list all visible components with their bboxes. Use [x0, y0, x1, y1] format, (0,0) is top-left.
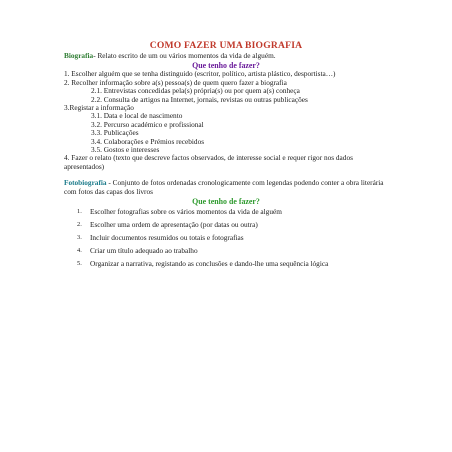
fotobiografia-term: Fotobiografia: [64, 178, 107, 188]
list-number: 3.: [77, 234, 82, 242]
substep-line: 3.4. Colaborações e Prémios recebidos: [91, 136, 205, 146]
biografia-definition: [64, 52, 388, 60]
substep-line: 2.1. Entrevistas concedidas pela(s) própria(s) ou por quem a(s) conheça: [91, 86, 300, 96]
fotobiografia-definition: [64, 179, 388, 196]
biografia-text: - Relato escrito de um ou vários momentos da vida de alguém.: [93, 51, 276, 60]
substep-line: 3.1. Data e local de nascimento: [91, 111, 183, 121]
list-text: Organizar a narrativa, registando as conclusões e dando-lhe uma sequência lógica: [90, 259, 329, 269]
section-heading-fotobiografia: Que tenho de fazer?: [192, 197, 260, 207]
list-item: [64, 220, 388, 229]
step-line: 1. Escolher alguém que se tenha distinguido (escritor, político, artista plástico, desportista…): [64, 69, 336, 79]
list-item: [64, 207, 388, 216]
fotobiografia-text: - Conjunto de fotos ordenadas cronologicamente com legendas podendo conter a obra literária com fotos das capas dos livros: [64, 178, 384, 196]
list-item: [64, 246, 388, 255]
biografia-term: Biografia: [64, 51, 94, 60]
substep-line: 3.5. Gostos e interesses: [91, 145, 160, 155]
list-text: Criar um título adequado ao trabalho: [90, 246, 198, 256]
list-text: Incluir documentos resumidos ou totais e fotografias: [90, 233, 244, 243]
substep-line: 3.3. Publicações: [91, 128, 139, 138]
substep-line: 2.2. Consulta de artigos na Internet, jornais, revistas ou outras publicações: [91, 94, 308, 104]
step-line: 4. Fazer o relato (texto que descreve factos observados, de interesse social e requer rigor nos dados apresentados): [64, 153, 353, 171]
list-item: [64, 259, 388, 268]
list-number: 1.: [77, 208, 82, 216]
fotobiografia-steps: [64, 207, 388, 268]
list-number: 4.: [77, 247, 82, 255]
section-heading-biografia: Que tenho de fazer?: [192, 61, 260, 71]
page-title: COMO FAZER UMA BIOGRAFIA: [149, 40, 303, 51]
step-line: 3.Registar a informação: [64, 103, 134, 113]
list-number: 2.: [77, 221, 82, 229]
list-text: Escolher fotografias sobre os vários momentos da vida de alguém: [90, 207, 282, 217]
substep-line: 3.2. Percurso académico e profissional: [91, 119, 204, 129]
list-text: Escolher uma ordem de apresentação (por datas ou outra): [90, 220, 258, 230]
step-line: 2. Recolher informação sobre a(s) pessoa(s) de quem quero fazer a biografia: [64, 77, 287, 87]
list-number: 5.: [77, 260, 82, 268]
document-content: [64, 40, 388, 272]
list-item: [64, 233, 388, 242]
